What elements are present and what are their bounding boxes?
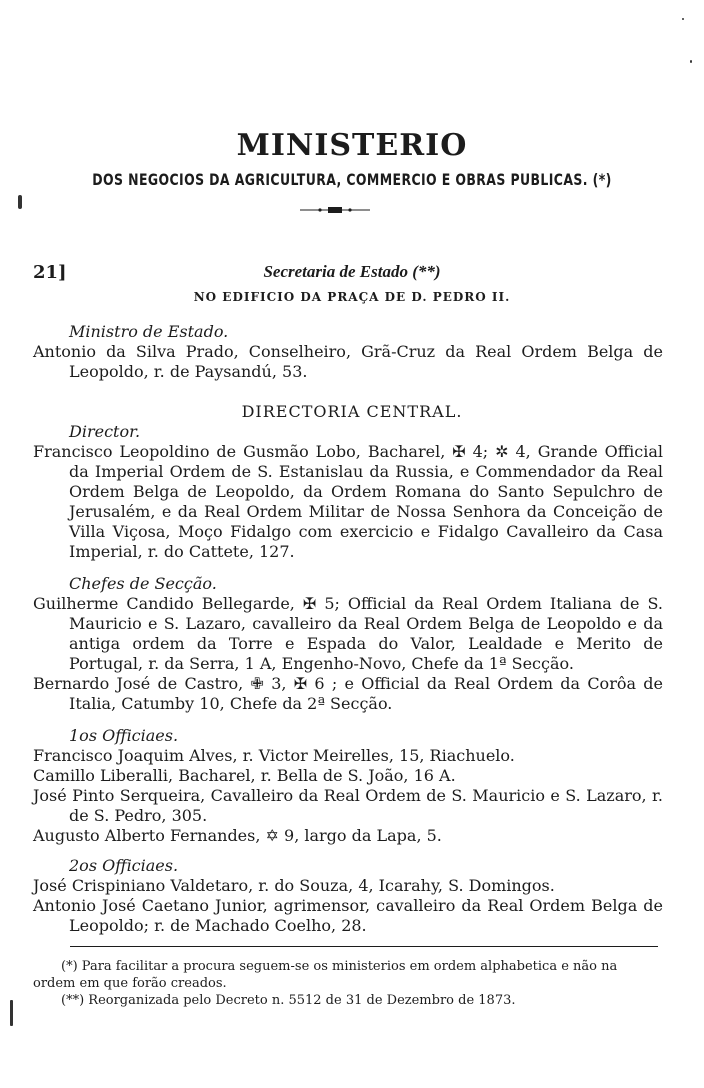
director-block <box>33 422 663 562</box>
footnote: (*) Para facilitar a procura seguem-se os ministerios em ordem alphabetica e não na ordem em que forão creados. <box>33 959 618 991</box>
directoria-heading: DIRECTORIA CENTRAL. <box>241 402 463 421</box>
role-heading: 2os Officiaes. <box>69 856 179 875</box>
footnote: (**) Reorganizada pelo Decreto n. 5512 de 31 de Dezembro de 1873. <box>61 993 516 1008</box>
primeiros-officiaes-block <box>33 726 663 846</box>
section-location: NO EDIFICIO DA PRAÇA DE D. PEDRO II. <box>193 290 511 304</box>
role-heading: Ministro de Estado. <box>69 322 229 341</box>
section-heading: Secretaria de Estado (**) <box>263 262 441 281</box>
chefes-block <box>33 574 663 714</box>
list-item: Francisco Joaquim Alves, r. Victor Meirelles, 15, Riachuelo. <box>33 746 515 765</box>
list-item: Antonio José Caetano Junior, agrimensor, cavalleiro da Real Ordem Belga de Leopoldo; r. de Machado Coelho, 28. <box>33 896 663 935</box>
page-title: MINISTERIO <box>236 128 468 163</box>
list-item: Bernardo José de Castro, ✙ 3, ✠ 6 ; e Official da Real Ordem da Corôa de Italia, Catumby 10, Chefe da 2ª Secção. <box>33 674 663 713</box>
list-item: Antonio da Silva Prado, Conselheiro, Grã-Cruz da Real Ordem Belga de Leopoldo, r. de Paysandú, 53. <box>33 342 663 381</box>
ink-speck <box>682 18 684 20</box>
segundos-officiaes-block <box>33 856 663 936</box>
footnote-divider <box>70 946 658 947</box>
list-item: Francisco Leopoldino de Gusmão Lobo, Bacharel, ✠ 4; ✲ 4, Grande Official da Imperial Ordem de S. Estanislau da Russia, e Commendador da Real Ordem Belga de Leopoldo, da Ordem Romana do Santo Sepulchro de Jerusalém, e da Real Ordem Militar de Nossa Senhora da Conceição de Villa Viçosa, Moço Fidalgo com exercicio e Fidalgo Cavalleiro da Casa Imperial, r. do Cattete, 127. <box>33 442 663 561</box>
ink-speck <box>690 60 692 63</box>
divider-ornament <box>300 206 370 214</box>
ministro-block <box>33 322 663 382</box>
list-item: José Crispiniano Valdetaro, r. do Souza, 4, Icarahy, S. Domingos. <box>33 876 555 895</box>
role-heading: Chefes de Secção. <box>69 574 217 593</box>
role-heading: Director. <box>69 422 141 441</box>
list-item: José Pinto Serqueira, Cavalleiro da Real Ordem de S. Mauricio e S. Lazaro, r. de S. Pedro, 305. <box>33 786 663 825</box>
ink-speck <box>18 195 22 209</box>
footnotes <box>33 958 663 1009</box>
page-number: 21] <box>33 262 67 283</box>
ink-speck <box>10 1000 13 1026</box>
page-subtitle: DOS NEGOCIOS DA AGRICULTURA, COMMERCIO E OBRAS PUBLICAS. (*) <box>92 170 612 189</box>
list-item: Guilherme Candido Bellegarde, ✠ 5; Official da Real Ordem Italiana de S. Mauricio e S. Lazaro, cavalleiro da Real Ordem Belga de Leopoldo e da antiga ordem da Torre e Espada do Valor, Lealdade e Merito de Portugal, r. da Serra, 1 A, Engenho-Novo, Chefe da 1ª Secção. <box>33 594 663 673</box>
role-heading: 1os Officiaes. <box>69 726 179 745</box>
list-item: Camillo Liberalli, Bacharel, r. Bella de S. João, 16 A. <box>33 766 456 785</box>
list-item: Augusto Alberto Fernandes, ✡ 9, largo da Lapa, 5. <box>33 826 442 845</box>
